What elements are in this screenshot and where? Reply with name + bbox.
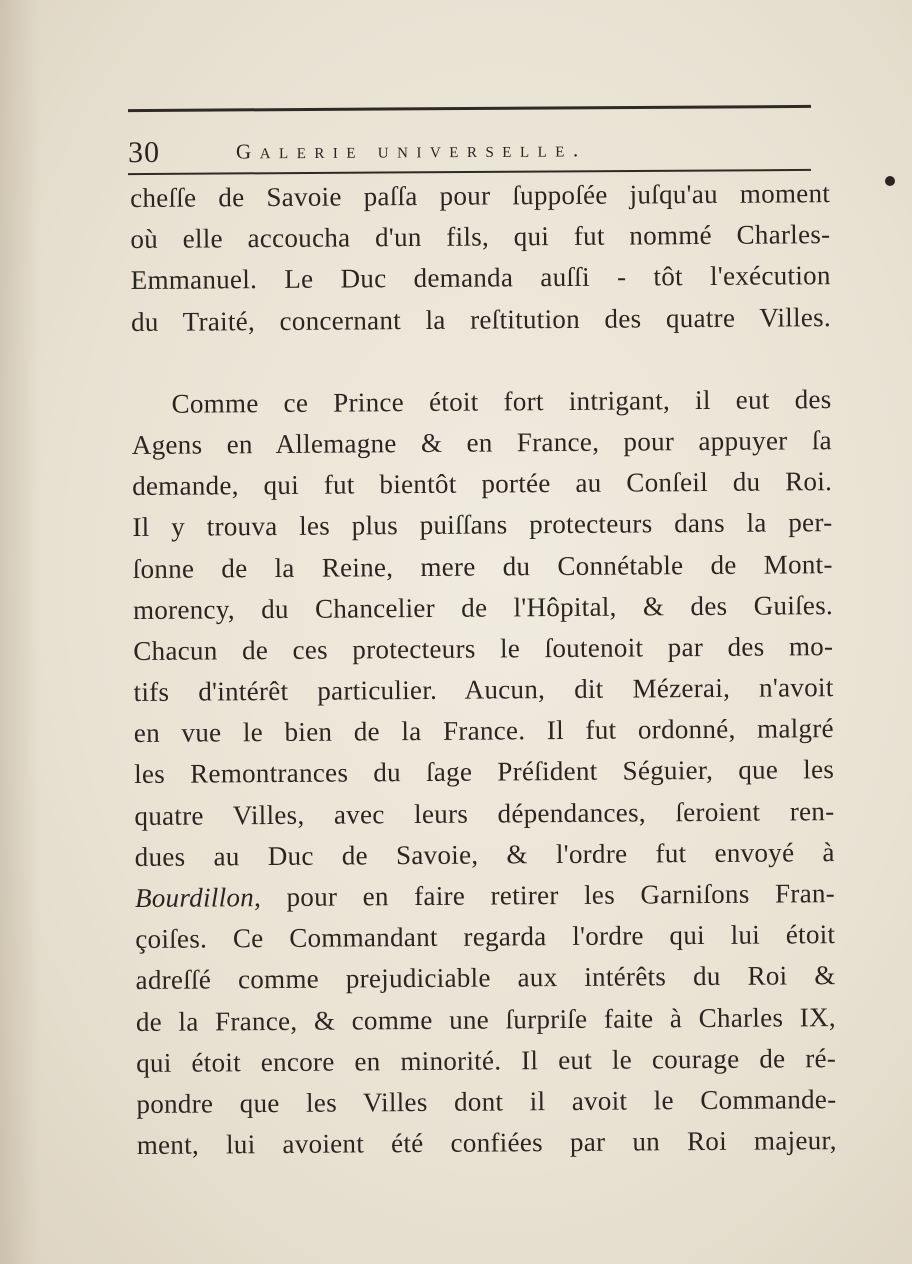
paragraph-1 bbox=[130, 173, 831, 343]
text-line: morency, du Chancelier de l'Hôpital, & des Guiſes. bbox=[132, 589, 834, 625]
running-header bbox=[128, 126, 818, 170]
text-line: en vue le bien de la France. Il fut ordonné, malgré bbox=[133, 713, 834, 749]
text-line: du Traité, concernant la reſtitution des quatre Villes. bbox=[130, 301, 832, 337]
running-title: Galerie universelle. bbox=[235, 137, 587, 164]
text-line bbox=[135, 873, 835, 919]
text-line: ſonne de la Reine, mere du Connétable de Mont- bbox=[132, 548, 833, 584]
text-line: cheſſe de Savoie paſſa pour ſuppoſée juſqu'au moment bbox=[130, 178, 831, 213]
italic-name: Bourdillon bbox=[134, 882, 255, 913]
text-line: de la France, & comme une ſurpriſe faite à Charles IX, bbox=[135, 1001, 836, 1037]
text-line: les Remontrances du ſage Préſident Séguier, que les bbox=[134, 754, 835, 790]
text-line: pondre que les Villes dont il avoit le Commande- bbox=[136, 1084, 837, 1119]
line-continuation: , pour en faire retirer les Garniſons Fran- bbox=[253, 878, 836, 913]
page-fold-shadow bbox=[0, 0, 40, 1264]
text-line: quatre Villes, avec leurs dépendances, ſeroient ren- bbox=[134, 795, 835, 831]
text-line: adreſſé comme prejudiciable aux intérêts du Roi & bbox=[135, 960, 836, 996]
text-line: tifs d'intérêt particulier. Aucun, dit Mézerai, n'avoit bbox=[133, 672, 834, 708]
text-line: çoiſes. Ce Commandant regarda l'ordre qui lui étoit bbox=[135, 919, 836, 955]
text-line: Emmanuel. Le Duc demanda auſſi - tôt l'exécution bbox=[130, 260, 831, 296]
paragraph-2 bbox=[131, 379, 836, 1166]
text-line: Il y trouva les plus puiſſans protecteurs dans la per- bbox=[132, 507, 833, 543]
paragraph-gap bbox=[131, 338, 831, 384]
text-line: qui étoit encore en minorité. Il eut le courage de ré- bbox=[136, 1042, 837, 1078]
text-line: demande, qui fut bientôt portée au Conſeil du Roi. bbox=[132, 466, 833, 502]
text-line: Chacun de ces protecteurs le ſoutenoit par des mo- bbox=[133, 630, 834, 666]
text-line: Agens en Allemagne & en France, pour appuyer ſa bbox=[131, 425, 832, 460]
text-line: dues au Duc de Savoie, & l'ordre fut envoyé à bbox=[134, 836, 835, 872]
page-number: 30 bbox=[127, 135, 161, 170]
header-rule-top bbox=[128, 105, 811, 112]
text-line: où elle accoucha d'un fils, qui fut nommé Charles- bbox=[130, 219, 831, 255]
text-line: Comme ce Prince étoit fort intrigant, il eut des bbox=[171, 383, 832, 419]
body-text bbox=[130, 173, 837, 1166]
text-line: ment, lui avoient été confiées par un Roi majeur, bbox=[136, 1125, 837, 1161]
ink-spot bbox=[885, 176, 895, 186]
